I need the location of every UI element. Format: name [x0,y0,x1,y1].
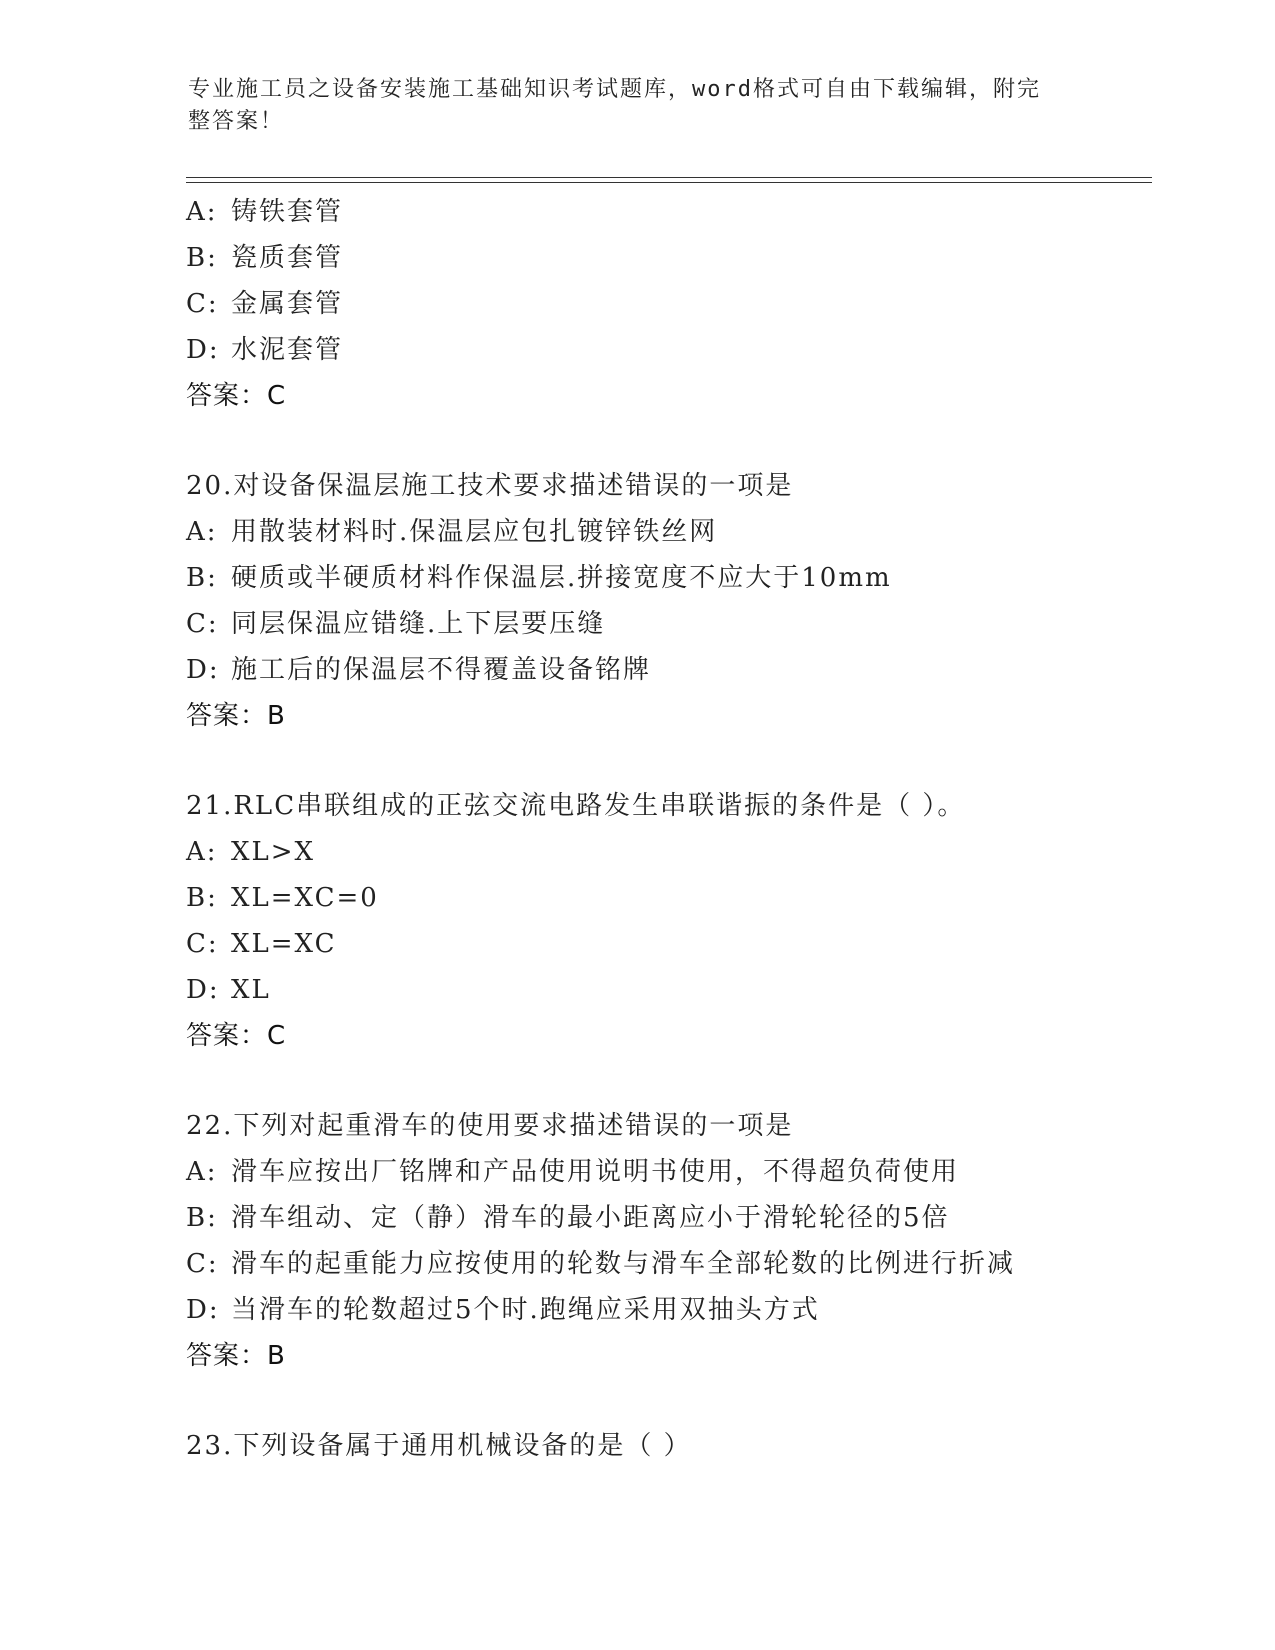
question-title: 22.下列对起重滑车的使用要求描述错误的一项是 [186,1111,794,1141]
option-text: 水泥套管 [231,335,344,365]
option-a [186,189,1186,235]
option-text: 同层保温应错缝.上下层要压缝 [231,609,606,639]
document-header [188,74,1068,138]
option-d [186,647,1186,693]
answer-line: 答案：B [186,1341,286,1371]
spacer [186,739,1186,783]
option-text: XL [231,975,271,1005]
option-label: B: [186,563,218,593]
spacer [186,1059,1186,1103]
option-text: 施工后的保温层不得覆盖设备铭牌 [231,655,652,685]
option-label: C: [186,289,219,319]
option-text: XL>X [231,837,316,867]
option-label: B: [186,883,218,913]
option-d [186,327,1186,373]
option-text: XL=XC [231,929,337,959]
option-label: D: [186,1295,220,1325]
option-d [186,967,1186,1013]
option-c [186,281,1186,327]
question-title: 20.对设备保温层施工技术要求描述错误的一项是 [186,471,794,501]
option-a [186,509,1186,555]
option-d [186,1287,1186,1333]
option-label: D: [186,975,220,1005]
answer-line: 答案：C [186,381,287,411]
answer-line: 答案：B [186,701,286,731]
spacer [186,1379,1186,1423]
option-b [186,555,1186,601]
option-c [186,1241,1186,1287]
option-label: A: [186,517,218,547]
option-text: 滑车的起重能力应按使用的轮数与滑车全部轮数的比例进行折减 [231,1249,1016,1279]
option-label: A: [186,837,218,867]
option-text: 金属套管 [231,289,344,319]
option-text: 瓷质套管 [231,243,344,273]
answer-line: 答案：C [186,1021,287,1051]
option-c [186,921,1186,967]
option-label: C: [186,609,219,639]
header-divider-top [186,177,1152,178]
option-label: A: [186,197,218,227]
option-label: C: [186,929,219,959]
option-b [186,235,1186,281]
option-label: A: [186,1157,218,1187]
option-text: 用散装材料时.保温层应包扎镀锌铁丝网 [231,517,718,547]
option-label: B: [186,1203,218,1233]
question-list [186,189,1186,1469]
spacer [186,419,1186,463]
option-text: XL=XC=0 [231,883,379,913]
header-line-1: 专业施工员之设备安装施工基础知识考试题库，word格式可自由下载编辑，附完 [188,77,1041,102]
option-b [186,875,1186,921]
option-label: B: [186,243,218,273]
option-c [186,601,1186,647]
option-b [186,1195,1186,1241]
option-text: 铸铁套管 [231,197,344,227]
option-label: C: [186,1249,219,1279]
question-title: 23.下列设备属于通用机械设备的是（ ） [186,1431,692,1461]
header-divider-bottom [186,182,1152,183]
option-text: 滑车组动、定（静）滑车的最小距离应小于滑轮轮径的5倍 [231,1203,950,1233]
header-line-2: 整答案！ [188,109,285,134]
option-a [186,829,1186,875]
option-text: 滑车应按出厂铭牌和产品使用说明书使用，不得超负荷使用 [231,1157,960,1187]
option-a [186,1149,1186,1195]
option-label: D: [186,655,220,685]
question-title: 21.RLC串联组成的正弦交流电路发生串联谐振的条件是（ ）。 [186,791,966,821]
option-label: D: [186,335,220,365]
option-text: 硬质或半硬质材料作保温层.拼接宽度不应大于10mm [231,563,892,593]
option-text: 当滑车的轮数超过5个时.跑绳应采用双抽头方式 [231,1295,820,1325]
